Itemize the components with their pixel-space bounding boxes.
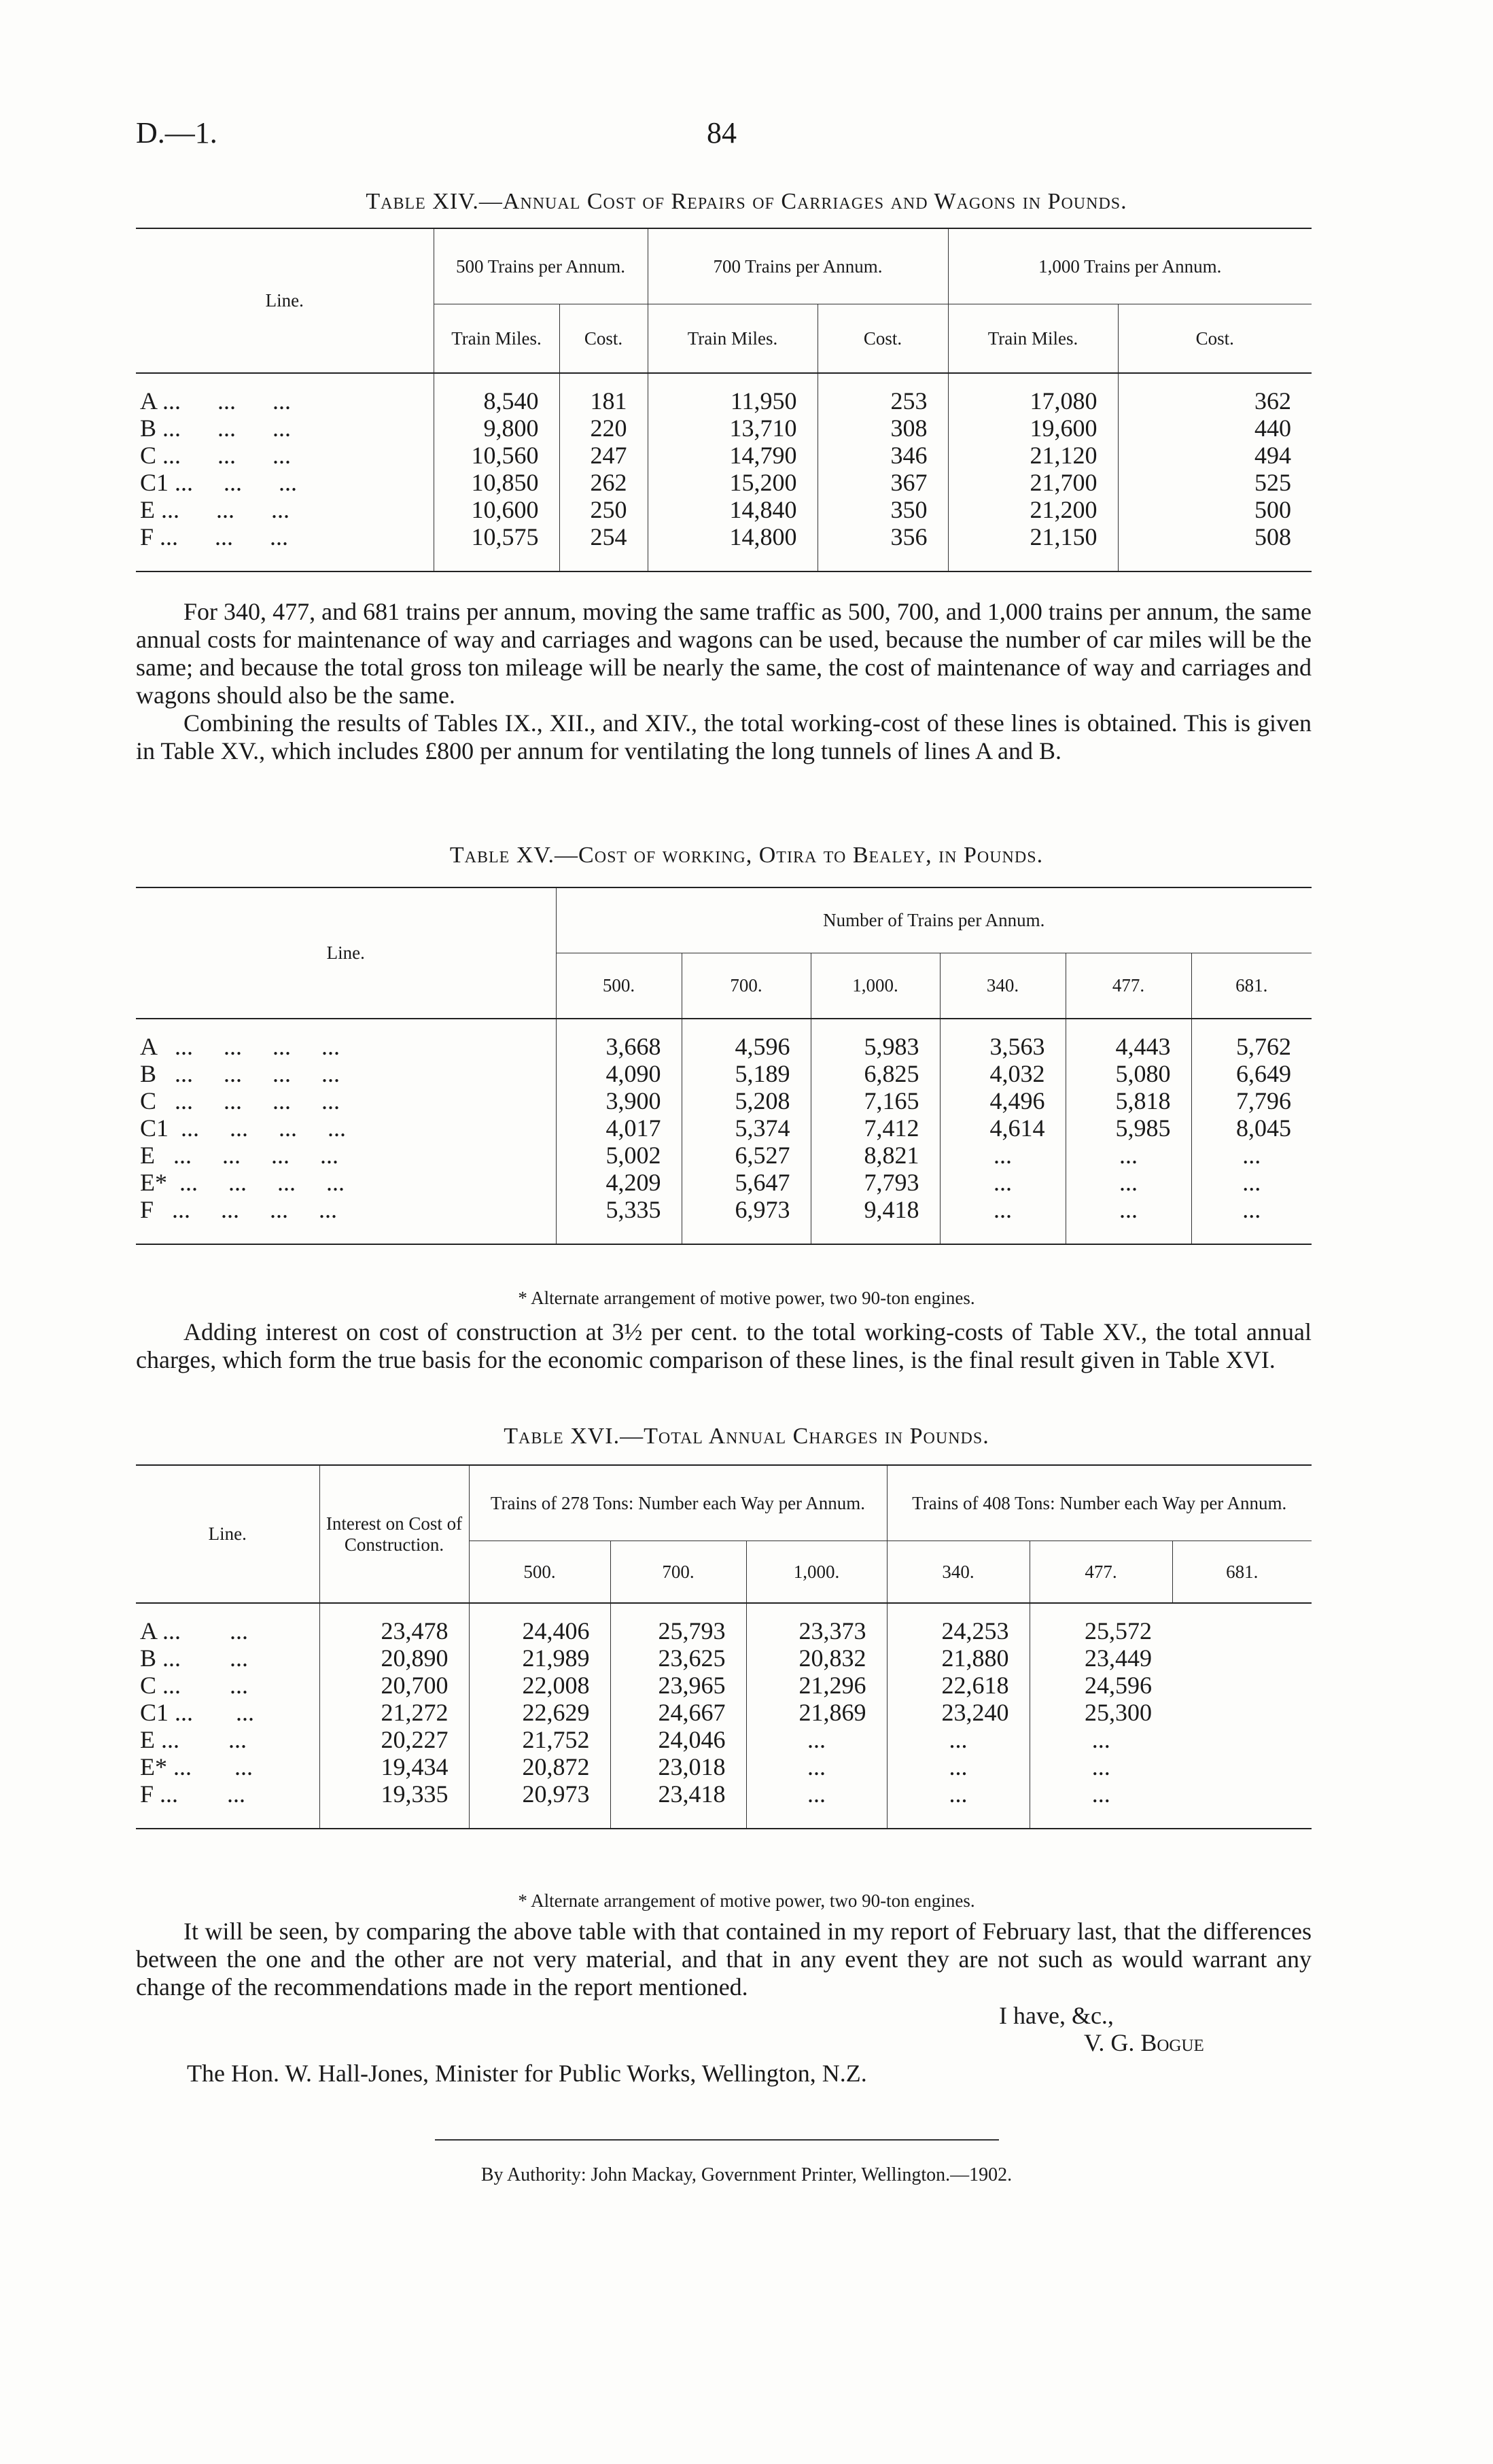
table-14-column-header: Train Miles. — [648, 304, 818, 374]
table-cell: ... — [1191, 1196, 1312, 1223]
table-15-line-header: Line. — [326, 943, 365, 963]
addressee: The Hon. W. Hall-Jones, Minister for Public Works, Wellington, N.Z. — [187, 2060, 867, 2087]
line-label: F ... ... ... ... — [140, 1196, 338, 1223]
table-cell: 7,165 — [811, 1087, 940, 1114]
table-row — [136, 1753, 1312, 1780]
paragraph: For 340, 477, and 681 trains per annum, moving the same traffic as 500, 700, and 1,000 trains per annum, the same annual costs for maintenance of way and carriages and wagons can be used, because the number of car miles will be the same; and because the total gross ton mileage will be nearly the same, the cost of maintenance of way and carriages and wagons should also be the same. — [136, 598, 1312, 709]
table-cell: 21,700 — [948, 469, 1118, 496]
table-14-title: Table XIV.—Annual Cost of Repairs of Carriages and Wagons in Pounds. — [366, 189, 1127, 214]
table-cell: 24,253 — [887, 1603, 1030, 1644]
spacer-cell — [136, 1808, 319, 1829]
table-15-group-header: Number of Trains per Annum. — [556, 887, 1312, 953]
table-cell: 9,418 — [811, 1196, 940, 1223]
table-cell: ... — [1066, 1196, 1191, 1223]
line-label: A ... ... ... — [140, 387, 292, 415]
table-cell: 308 — [818, 415, 948, 442]
line-label: C1 ... ... ... — [140, 469, 298, 496]
table-14 — [136, 228, 1312, 572]
table-cell: 20,872 — [469, 1753, 610, 1780]
table-16-title: Table XVI.—Total Annual Charges in Pounds. — [504, 1424, 989, 1449]
spacer-cell — [559, 550, 648, 571]
spacer-cell — [648, 550, 818, 571]
table-16-interest-header: Interest on Cost of Construction. — [319, 1465, 469, 1603]
line-label: B ... ... — [140, 1644, 249, 1672]
table-14-group-header: 500 Trains per Annum. — [434, 228, 648, 304]
table-cell: ... — [746, 1780, 887, 1808]
table-cell: 5,080 — [1066, 1060, 1191, 1087]
table-cell: 23,449 — [1030, 1644, 1172, 1672]
table-16-column-header: 700. — [610, 1541, 746, 1604]
table-row — [136, 1196, 1312, 1223]
table-row — [136, 1780, 1312, 1808]
table-cell: 21,752 — [469, 1726, 610, 1753]
table-row — [136, 1603, 1312, 1644]
table-cell: 5,208 — [682, 1087, 811, 1114]
table-15-title: Table XV.—Cost of working, Otira to Bealey, in Pounds. — [449, 843, 1044, 868]
table-cell: 21,150 — [948, 523, 1118, 550]
table-cell: 440 — [1118, 415, 1312, 442]
table-cell: 25,300 — [1030, 1699, 1172, 1726]
table-cell: 5,985 — [1066, 1114, 1191, 1142]
table-cell: 3,668 — [556, 1019, 682, 1060]
table-cell: ... — [1191, 1169, 1312, 1196]
table-cell: 5,374 — [682, 1114, 811, 1142]
table-15-column-header: 500. — [556, 953, 682, 1019]
table-row — [136, 373, 1312, 415]
table-cell: ... — [887, 1753, 1030, 1780]
table-cell: 10,850 — [434, 469, 559, 496]
spacer-cell — [556, 1223, 682, 1244]
line-label: C ... ... ... — [140, 442, 292, 469]
spacer-cell — [746, 1808, 887, 1829]
table-cell: 19,335 — [319, 1780, 469, 1808]
spacer-cell — [610, 1808, 746, 1829]
table-cell: 21,880 — [887, 1644, 1030, 1672]
table-cell: 23,965 — [610, 1672, 746, 1699]
spacer-cell — [1066, 1223, 1191, 1244]
table-row — [136, 1672, 1312, 1699]
table-cell: 4,032 — [940, 1060, 1066, 1087]
table-row — [136, 1019, 1312, 1060]
table-cell: 250 — [559, 496, 648, 523]
line-label: E* ... ... ... ... — [140, 1169, 345, 1196]
table-cell: 21,272 — [319, 1699, 469, 1726]
table-cell: 7,793 — [811, 1169, 940, 1196]
table-cell: ... — [940, 1169, 1066, 1196]
line-label: B ... ... ... — [140, 415, 292, 442]
table-cell: 22,629 — [469, 1699, 610, 1726]
paragraph: Combining the results of Tables IX., XII., and XIV., the total working-cost of these lines is obtained. This is given in Table XV., which includes £800 per annum for ventilating the long tunnels of lines A and B. — [136, 709, 1312, 764]
table-cell: 254 — [559, 523, 648, 550]
table-cell: 362 — [1118, 373, 1312, 415]
table-cell: ... — [1066, 1142, 1191, 1169]
table-cell: 525 — [1118, 469, 1312, 496]
table-row — [136, 1060, 1312, 1087]
table-cell: 4,209 — [556, 1169, 682, 1196]
table-cell: ... — [1066, 1169, 1191, 1196]
spacer-cell — [887, 1808, 1030, 1829]
spacer-cell — [682, 1223, 811, 1244]
closing-line: I have, &c., — [999, 2002, 1114, 2029]
table-cell: 20,700 — [319, 1672, 469, 1699]
table-cell: 3,563 — [940, 1019, 1066, 1060]
table-end-rule — [136, 1808, 1312, 1829]
table-16-column-header: 500. — [469, 1541, 610, 1604]
paragraph: Adding interest on cost of construction at 3½ per cent. to the total working-costs of Table XV., the total annual charges, which form the true basis for the economic comparison of these lines, is the final result given in Table XVI. — [136, 1318, 1312, 1373]
table-cell: 17,080 — [948, 373, 1118, 415]
table-14-group-header: 1,000 Trains per Annum. — [948, 228, 1312, 304]
table-cell: 21,869 — [746, 1699, 887, 1726]
page-number: 84 — [707, 116, 737, 149]
table-cell: 6,825 — [811, 1060, 940, 1087]
table-cell: 6,973 — [682, 1196, 811, 1223]
table-16 — [136, 1464, 1312, 1829]
table-cell: 6,527 — [682, 1142, 811, 1169]
table-16-column-header: 1,000. — [746, 1541, 887, 1604]
table-cell: 3,900 — [556, 1087, 682, 1114]
line-label: E ... ... ... — [140, 496, 289, 523]
table-14-column-header: Cost. — [1118, 304, 1312, 374]
spacer-cell — [1191, 1223, 1312, 1244]
table-15-body — [136, 1019, 1312, 1244]
paragraph: It will be seen, by comparing the above table with that contained in my report of February last, that the differences between the one and the other are not very material, and that in any event they are not such as would warrant any change of the recommendations made in the report mentioned. — [136, 1918, 1312, 2001]
table-cell: 20,227 — [319, 1726, 469, 1753]
table-cell: 4,090 — [556, 1060, 682, 1087]
table-14-column-header: Train Miles. — [434, 304, 559, 374]
table-16-column-header: 340. — [887, 1541, 1030, 1604]
line-label: C1 ... ... — [140, 1699, 255, 1726]
table-16-group-header: Trains of 408 Tons: Number each Way per Annum. — [887, 1465, 1312, 1541]
table-14-group-header: 700 Trains per Annum. — [648, 228, 948, 304]
table-16-column-header: 681. — [1172, 1541, 1312, 1604]
spacer-cell — [136, 550, 434, 571]
table-cell: 4,614 — [940, 1114, 1066, 1142]
spacer-cell — [818, 550, 948, 571]
body-text-block-2 — [136, 1318, 1312, 1374]
table-cell: ... — [1030, 1753, 1172, 1780]
table-cell: ... — [1191, 1142, 1312, 1169]
table-cell: 247 — [559, 442, 648, 469]
table-16-line-header: Line. — [208, 1524, 247, 1544]
table-cell: 23,625 — [610, 1644, 746, 1672]
table-cell: 181 — [559, 373, 648, 415]
table-cell: 9,800 — [434, 415, 559, 442]
table-cell: 10,575 — [434, 523, 559, 550]
table-cell: 4,017 — [556, 1114, 682, 1142]
line-label: A ... ... ... ... — [140, 1033, 340, 1060]
spacer-cell — [1030, 1808, 1172, 1829]
spacer-cell — [319, 1808, 469, 1829]
table-row — [136, 1114, 1312, 1142]
spacer-cell — [811, 1223, 940, 1244]
table-row — [136, 496, 1312, 523]
table-cell: 20,973 — [469, 1780, 610, 1808]
body-text-block-1 — [136, 598, 1312, 765]
table-cell: 21,989 — [469, 1644, 610, 1672]
table-cell: 8,540 — [434, 373, 559, 415]
table-cell: 5,762 — [1191, 1019, 1312, 1060]
table-cell: 23,018 — [610, 1753, 746, 1780]
table-row — [136, 469, 1312, 496]
table-cell: 20,832 — [746, 1644, 887, 1672]
table-cell: ... — [1030, 1780, 1172, 1808]
signature: V. G. Bogue — [1084, 2029, 1204, 2056]
table-16-group-header: Trains of 278 Tons: Number each Way per Annum. — [469, 1465, 887, 1541]
table-14-column-header: Cost. — [559, 304, 648, 374]
table-cell: 5,335 — [556, 1196, 682, 1223]
line-label: E* ... ... — [140, 1753, 253, 1780]
table-14-body — [136, 373, 1312, 571]
table-cell: 253 — [818, 373, 948, 415]
table-cell: 6,649 — [1191, 1060, 1312, 1087]
table-end-rule — [136, 550, 1312, 571]
table-row — [136, 1142, 1312, 1169]
table-cell: 8,821 — [811, 1142, 940, 1169]
table-cell: 220 — [559, 415, 648, 442]
document-reference: D.—1. — [136, 116, 217, 149]
table-row — [136, 1699, 1312, 1726]
table-15-column-header: 681. — [1191, 953, 1312, 1019]
table-16-body — [136, 1603, 1312, 1829]
table-cell: 500 — [1118, 496, 1312, 523]
table-row — [136, 523, 1312, 550]
table-cell: 5,647 — [682, 1169, 811, 1196]
spacer-cell — [940, 1223, 1066, 1244]
table-cell: 23,240 — [887, 1699, 1030, 1726]
table-cell: 14,800 — [648, 523, 818, 550]
table-14-column-header: Cost. — [818, 304, 948, 374]
table-cell: 4,496 — [940, 1087, 1066, 1114]
table-cell: 356 — [818, 523, 948, 550]
table-cell: 25,793 — [610, 1603, 746, 1644]
line-label: B ... ... ... ... — [140, 1060, 340, 1087]
table-cell: 8,045 — [1191, 1114, 1312, 1142]
table-cell: 24,406 — [469, 1603, 610, 1644]
table-15-column-header: 700. — [682, 953, 811, 1019]
line-label: F ... ... — [140, 1780, 246, 1808]
table-cell: ... — [887, 1726, 1030, 1753]
divider — [435, 2139, 999, 2141]
table-row — [136, 1087, 1312, 1114]
table-cell: 24,596 — [1030, 1672, 1172, 1699]
table-cell: 346 — [818, 442, 948, 469]
table-15-footnote: * Alternate arrangement of motive power, two 90-ton engines. — [518, 1288, 975, 1308]
spacer-cell — [469, 1808, 610, 1829]
table-cell: 23,478 — [319, 1603, 469, 1644]
table-cell: 262 — [559, 469, 648, 496]
table-row — [136, 1644, 1312, 1672]
table-cell: 10,600 — [434, 496, 559, 523]
table-cell: 22,008 — [469, 1672, 610, 1699]
table-cell: 13,710 — [648, 415, 818, 442]
table-cell: 21,200 — [948, 496, 1118, 523]
table-cell: 23,373 — [746, 1603, 887, 1644]
table-cell: 24,046 — [610, 1726, 746, 1753]
printer-imprint: By Authority: John Mackay, Government Printer, Wellington.—1902. — [480, 2164, 1013, 2185]
table-end-rule — [136, 1223, 1312, 1244]
table-15-column-header: 340. — [940, 953, 1066, 1019]
line-label: F ... ... ... — [140, 523, 289, 550]
table-row — [136, 442, 1312, 469]
table-cell: 494 — [1118, 442, 1312, 469]
line-label: C ... ... — [140, 1672, 249, 1699]
table-14-column-header: Train Miles. — [948, 304, 1118, 374]
table-cell: ... — [746, 1726, 887, 1753]
table-row — [136, 1726, 1312, 1753]
table-cell: 5,818 — [1066, 1087, 1191, 1114]
table-cell: ... — [940, 1196, 1066, 1223]
table-row — [136, 415, 1312, 442]
table-cell: 22,618 — [887, 1672, 1030, 1699]
table-cell: 5,002 — [556, 1142, 682, 1169]
table-cell: 4,443 — [1066, 1019, 1191, 1060]
table-cell: ... — [887, 1780, 1030, 1808]
spacer-cell — [136, 1223, 556, 1244]
spacer-cell — [434, 550, 559, 571]
line-label: C ... ... ... ... — [140, 1087, 340, 1114]
table-16-column-header: 477. — [1030, 1541, 1172, 1604]
table-cell: 15,200 — [648, 469, 818, 496]
table-cell: 23,418 — [610, 1780, 746, 1808]
table-cell: 19,434 — [319, 1753, 469, 1780]
table-cell: 14,840 — [648, 496, 818, 523]
table-cell: 21,120 — [948, 442, 1118, 469]
table-cell: ... — [940, 1142, 1066, 1169]
table-cell: 11,950 — [648, 373, 818, 415]
table-row — [136, 1169, 1312, 1196]
table-cell: ... — [1030, 1726, 1172, 1753]
table-cell: 25,572 — [1030, 1603, 1172, 1644]
table-14-line-header: Line. — [265, 290, 304, 311]
table-cell: 4,596 — [682, 1019, 811, 1060]
table-cell: 20,890 — [319, 1644, 469, 1672]
table-cell: 350 — [818, 496, 948, 523]
table-cell: 19,600 — [948, 415, 1118, 442]
table-cell: ... — [746, 1753, 887, 1780]
table-15-column-header: 477. — [1066, 953, 1191, 1019]
body-text-block-3 — [136, 1918, 1312, 2001]
line-label: E ... ... ... ... — [140, 1142, 338, 1169]
table-cell: 5,189 — [682, 1060, 811, 1087]
table-16-footnote: * Alternate arrangement of motive power, two 90-ton engines. — [518, 1890, 975, 1911]
table-cell: 5,983 — [811, 1019, 940, 1060]
line-label: A ... ... — [140, 1617, 249, 1644]
spacer-cell — [1118, 550, 1312, 571]
table-cell: 10,560 — [434, 442, 559, 469]
line-label: E ... ... — [140, 1726, 247, 1753]
table-cell: 21,296 — [746, 1672, 887, 1699]
table-cell: 367 — [818, 469, 948, 496]
table-15-column-header: 1,000. — [811, 953, 940, 1019]
table-cell: 7,412 — [811, 1114, 940, 1142]
line-label: C1 ... ... ... ... — [140, 1114, 347, 1142]
spacer-cell — [948, 550, 1118, 571]
table-cell: 24,667 — [610, 1699, 746, 1726]
table-cell: 14,790 — [648, 442, 818, 469]
table-cell: 7,796 — [1191, 1087, 1312, 1114]
table-cell: 508 — [1118, 523, 1312, 550]
table-15 — [136, 887, 1312, 1245]
